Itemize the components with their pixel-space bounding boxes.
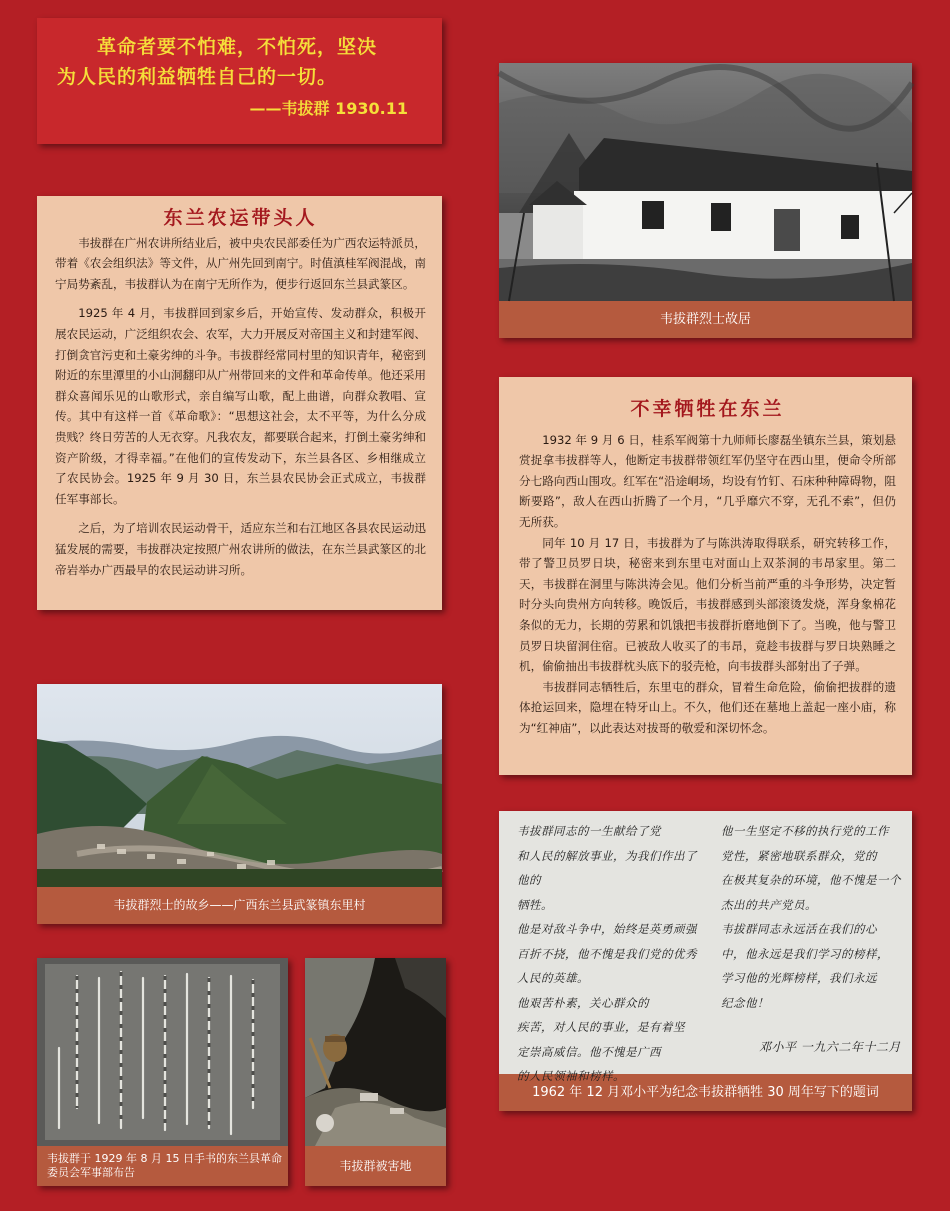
quote-line-2: 为人民的利益牺牲自己的一切。 bbox=[57, 66, 338, 88]
inscription-left-column bbox=[517, 819, 707, 1089]
inscription-line: 和人民的解放事业，为我们作出了他的 bbox=[517, 848, 697, 887]
caption: 1962 年 12 月邓小平为纪念韦拔群牺牲 30 周年写下的题词 bbox=[532, 1085, 879, 1100]
section-sacrifice-in-donglan bbox=[499, 377, 912, 775]
photo-hometown bbox=[37, 684, 442, 924]
inscription-line: 定崇高威信。他不愧是广西 bbox=[517, 1044, 661, 1059]
inscription-line: 纪念他！ bbox=[721, 995, 769, 1010]
photo-former-residence bbox=[499, 63, 912, 338]
paragraph: 1925 年 4 月，韦拔群回到家乡后，开始宣传、发动群众，积极开展农民运动，广泛组织农会、农军，大力开展反对帝国主义和封建军阀、打倒贪官污吏和土豪劣绅的斗争。韦拔群经常同村里的知识青年，秘密到附近的东里潭里的小山洞翻印从广州带回来的文件和革命传单。他还采用群众喜闻乐见的山歌形式，亲自编写山歌，配上曲谱，向群众教唱、宣传。其中有这样一首《革命歌》：“思想这社会，太不平等，为什么分成贵贱？终日劳苦的人无衣穿。凡我农友，都要联合起来，打倒土豪劣绅和资产阶级，才得幸福。”在他们的宣传发动下，东兰县各区、乡相继成立了农民协会。1925 年 9 月 30 日，东兰县农民协会正式成立，韦拔群任军事部长。 bbox=[55, 306, 427, 506]
section-title: 东兰农运带头人 bbox=[163, 207, 318, 229]
paragraph: 之后，为了培训农民运动骨干，适应东兰和右江地区各县农民运动迅猛发展的需要，韦拔群决定按照广州农讲所的做法，在东兰县武篆区的北帝岩举办广西最早的农民运动讲习所。 bbox=[55, 521, 427, 577]
inscription-line: 他一生坚定不移的执行党的工作 bbox=[721, 824, 889, 838]
caption: 韦拔群于 1929 年 8 月 15 日手书的东兰县革命委员会军事部布告 bbox=[47, 1152, 282, 1179]
photo-site-of-death bbox=[305, 958, 446, 1186]
photo-inscription bbox=[499, 811, 912, 1111]
inscription-line: 疾苦，对人民的事业，是有着坚 bbox=[517, 1020, 685, 1034]
inscription-line: 百折不挠，他不愧是我们党的优秀 bbox=[517, 946, 697, 961]
caption: 韦拔群烈士故居 bbox=[659, 312, 751, 327]
caption: 韦拔群烈士的故乡——广西东兰县武篆镇东里村 bbox=[113, 898, 366, 912]
inscription-line: 的人民领袖和榜样。 bbox=[517, 1069, 625, 1083]
section-title: 不幸牺牲在东兰 bbox=[630, 398, 785, 420]
paragraph: 韦拔群在广州农讲所结业后，被中央农民部委任为广西农运特派员，带着《农会组织法》等文件，从广州先回到南宁。时值滇桂军阀混战，南宁局势紊乱，韦拔群认为在南宁无所作为，便步行返回东兰县武篆区。 bbox=[55, 235, 427, 291]
caption: 韦拔群被害地 bbox=[339, 1158, 412, 1173]
quote-author: ——韦拔群 1930.11 bbox=[249, 99, 408, 118]
inscription-line: 牺牲。 bbox=[517, 897, 553, 912]
inscription-line: 中，他永远是我们学习的榜样， bbox=[721, 946, 889, 961]
inscription-line: 杰出的共产党员。 bbox=[721, 897, 817, 912]
inscription-line: 他是对敌斗争中，始终是英勇顽强 bbox=[517, 922, 697, 936]
former-residence-image bbox=[499, 63, 912, 301]
inscription-line: 人民的英雄。 bbox=[517, 971, 589, 985]
quote-banner bbox=[37, 18, 442, 144]
paragraph: 韦拔群同志牺牲后，东里屯的群众，冒着生命危险，偷偷把拔群的遗体抢运回来，隐埋在特牙山上。不久，他们还在墓地上盖起一座小庙，称为“红神庙”，以此表达对拔哥的敬爱和深切怀念。 bbox=[519, 679, 896, 735]
quote-line-1: 革命者要不怕难，不怕死，坚决 bbox=[97, 36, 378, 58]
inscription-line: 在极其复杂的环境，他不愧是一个 bbox=[721, 873, 901, 887]
photo-handwritten-notice bbox=[37, 958, 288, 1186]
cave-image bbox=[305, 958, 446, 1146]
notice-document-image bbox=[37, 958, 288, 1146]
section-donglan-peasant-movement bbox=[37, 196, 442, 610]
inscription-line: 他艰苦朴素，关心群众的 bbox=[517, 995, 649, 1010]
inscription-line: 韦拔群同志的一生献给了党 bbox=[517, 824, 661, 838]
inscription-image bbox=[499, 811, 912, 1083]
paragraph: 同年 10 月 17 日，韦拔群为了与陈洪涛取得联系，研究转移工作，带了警卫员罗日块，秘密来到东里屯对面山上双茶洞的韦昂家里。第二天，韦拔群在洞里与陈洪涛会见。他们分析当前严重的斗争形势，决定暂时分头向贵州方向转移。晚饭后，韦拔群感到头部滚烫发烧，浑身象棉花条似的无力，长期的劳累和饥饿把韦拔群折磨地倒下了。当晚，他与警卫员罗日块留洞住宿。已被敌人收买了的韦昂，竟趁韦拔群与罗日块熟睡之机，偷偷抽出韦拔群枕头底下的驳壳枪，向韦拔群头部射出了子弹。 bbox=[519, 535, 896, 674]
paragraph: 1932 年 9 月 6 日，桂系军阀第十九师师长廖磊坐镇东兰县，策划悬赏捉拿韦拔群等人，他断定韦拔群带领红军仍坚守在西山里，便命令所部分七路向西山围攻。红军在“沿途峒场，均设有竹钉、石床种种障碍物，阻断要路”，敌人在西山折腾了一个月，“几乎靡穴不穿，无孔不索”，但仍无所获。 bbox=[519, 432, 897, 529]
inscription-right-column bbox=[721, 819, 901, 1015]
inscription-line: 党性，紧密地联系群众，党的 bbox=[721, 848, 877, 863]
inscription-signature: 邓小平 一九六二年十二月 bbox=[759, 1040, 901, 1054]
inscription-line: 韦拔群同志永远活在我们的心 bbox=[721, 922, 877, 936]
hometown-landscape-image bbox=[37, 684, 442, 887]
inscription-line: 学习他的光辉榜样，我们永远 bbox=[721, 971, 877, 985]
